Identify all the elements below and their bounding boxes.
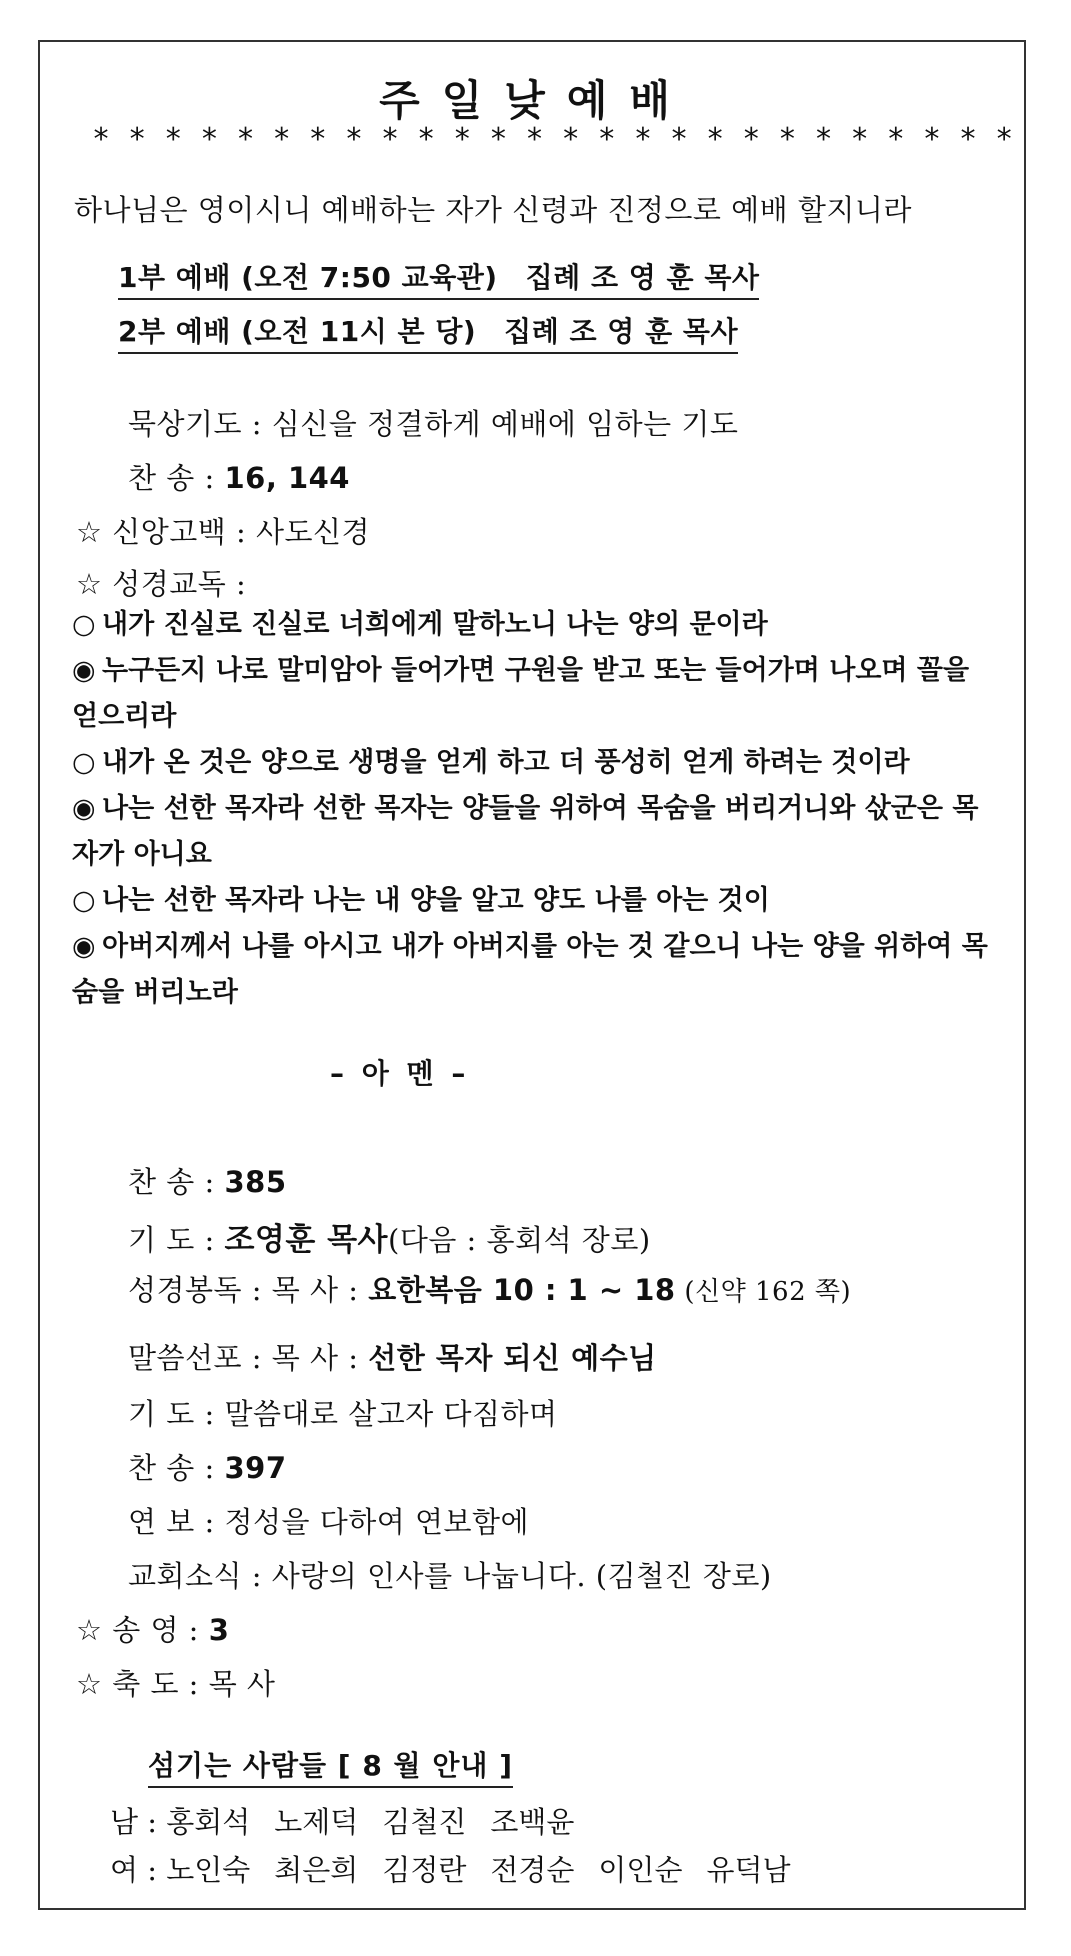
- service-part: 2부 예배 (오전 11시 본 당): [118, 315, 477, 348]
- order-value-bold: 16, 144: [224, 461, 350, 495]
- standing-star-icon: ☆: [76, 567, 103, 601]
- filled-circle-icon: ◉: [72, 655, 96, 686]
- order-value-bold: 선한 목자 되신 예수님: [368, 1341, 657, 1375]
- server-name: 이인순: [598, 1853, 683, 1887]
- order-item-sermon: [128, 1336, 657, 1377]
- order-item-scripture: [128, 1268, 851, 1309]
- order-value-prefix: 목 사 :: [271, 1273, 369, 1307]
- order-value: 사도신경: [256, 515, 371, 549]
- order-sep: :: [226, 515, 256, 549]
- order-label: 성경교독: [112, 567, 227, 601]
- order-label: 축 도: [112, 1667, 179, 1701]
- order-label: 말씀선포: [128, 1341, 243, 1375]
- order-value-bold: 조영훈 목사: [224, 1222, 388, 1258]
- order-sep: :: [194, 1223, 225, 1257]
- order-sep: :: [194, 1451, 225, 1485]
- order-sep: :: [194, 1505, 225, 1539]
- service-leader: 집례 조 영 훈 목사: [525, 261, 760, 294]
- order-value-bold: 385: [224, 1165, 287, 1199]
- order-item-prayer: [128, 1214, 651, 1259]
- order-sep: :: [242, 1273, 272, 1307]
- order-sep: :: [194, 461, 225, 495]
- service-second: [118, 310, 738, 354]
- server-name: 노제덕: [274, 1805, 359, 1839]
- reading-line: [72, 602, 1002, 648]
- order-value: 말씀대로 살고자 다짐하며: [224, 1397, 558, 1431]
- server-name: 조백윤: [490, 1805, 575, 1839]
- amen-text: – 아 멘 –: [330, 1057, 470, 1090]
- star-divider: * * * * * * * * * * * * * * * * * * * * * * * * * *: [92, 122, 1014, 157]
- order-label: 찬 송: [128, 461, 195, 495]
- order-value: 목 사: [208, 1667, 276, 1701]
- server-name: 김정란: [382, 1853, 467, 1887]
- order-sep: :: [178, 1613, 209, 1647]
- open-circle-icon: ○: [72, 609, 96, 640]
- reading-line: [72, 648, 1002, 740]
- order-label: 성경봉독: [128, 1273, 243, 1307]
- standing-star-icon: ☆: [76, 1613, 103, 1647]
- server-name: 김철진: [382, 1805, 467, 1839]
- order-value-bold: 3: [208, 1613, 230, 1647]
- filled-circle-icon: ◉: [72, 793, 96, 824]
- order-label: 기 도: [128, 1397, 195, 1431]
- order-item-silent-prayer: [128, 402, 738, 443]
- order-item-offering: [128, 1500, 529, 1541]
- server-name: 유덕남: [706, 1853, 791, 1887]
- order-label: 찬 송: [128, 1451, 195, 1485]
- order-sep: :: [242, 1341, 272, 1375]
- reading-text: 내가 진실로 진실로 너희에게 말하노니 나는 양의 문이라: [102, 609, 768, 640]
- servers-female: [110, 1848, 815, 1889]
- servers-male: [110, 1800, 598, 1841]
- server-name: 전경순: [490, 1853, 575, 1887]
- server-name: 노인숙: [166, 1853, 251, 1887]
- order-item-announcements: [128, 1554, 772, 1595]
- order-item-doxology: [76, 1608, 229, 1649]
- reading-text: 나는 선한 목자라 선한 목자는 양들을 위하여 목숨을 버리거니와 삯군은 목자가 아니요: [72, 793, 979, 870]
- server-name: 홍회석: [166, 1805, 251, 1839]
- service-leader: 집례 조 영 훈 목사: [504, 315, 739, 348]
- order-item-creed: [76, 510, 370, 551]
- order-label: 송 영: [112, 1613, 179, 1647]
- filled-circle-icon: ◉: [72, 931, 96, 962]
- reading-text: 내가 온 것은 양으로 생명을 얻게 하고 더 풍성히 얻게 하려는 것이라: [102, 747, 910, 778]
- page-title: 주일낮예배: [379, 76, 692, 125]
- responsive-reading: [72, 602, 1002, 1016]
- order-item-responsive-reading: [76, 562, 246, 603]
- order-value-prefix: 목 사 :: [271, 1341, 369, 1375]
- server-name: 최은희: [274, 1853, 359, 1887]
- service-first: [118, 256, 759, 300]
- order-sep: :: [226, 567, 247, 601]
- order-value: 심신을 정결하게 예배에 임하는 기도: [271, 407, 739, 441]
- open-circle-icon: ○: [72, 747, 96, 778]
- order-label: 묵상기도: [128, 407, 243, 441]
- order-value: 사랑의 인사를 나눕니다. (김철진 장로): [271, 1559, 772, 1593]
- order-label: 신앙고백: [112, 515, 227, 549]
- motto-verse: 하나님은 영이시니 예배하는 자가 신령과 진정으로 예배 할지니라: [74, 193, 912, 227]
- order-sep: :: [242, 1559, 272, 1593]
- order-value-bold: 397: [224, 1451, 287, 1485]
- order-value: 정성을 다하여 연보함에: [224, 1505, 530, 1539]
- order-item-hymn-2: [128, 1160, 287, 1201]
- servers-title: 섬기는 사람들 [ 8 월 안내 ]: [148, 1744, 513, 1788]
- order-label: 기 도: [128, 1223, 195, 1257]
- order-item-hymn-1: [128, 456, 350, 497]
- reading-line: [72, 740, 1002, 786]
- order-label: 연 보: [128, 1505, 195, 1539]
- order-value: (신약 162 쪽): [675, 1277, 852, 1307]
- female-label: 여 :: [110, 1853, 167, 1887]
- order-sep: :: [178, 1667, 209, 1701]
- reading-text: 나는 선한 목자라 나는 내 양을 알고 양도 나를 아는 것이: [102, 885, 770, 916]
- order-item-response-prayer: [128, 1392, 558, 1433]
- reading-line: [72, 786, 1002, 878]
- order-label: 찬 송: [128, 1165, 195, 1199]
- reading-line: [72, 924, 1002, 1016]
- order-label: 교회소식: [128, 1559, 243, 1593]
- standing-star-icon: ☆: [76, 1667, 103, 1701]
- order-sep: :: [194, 1165, 225, 1199]
- standing-star-icon: ☆: [76, 515, 103, 549]
- order-value-bold: 요한복음 10 : 1 ~ 18: [368, 1273, 676, 1307]
- order-item-benediction: [76, 1662, 275, 1703]
- order-sep: :: [242, 407, 272, 441]
- order-item-hymn-3: [128, 1446, 287, 1487]
- order-sep: :: [194, 1397, 225, 1431]
- reading-text: 아버지께서 나를 아시고 내가 아버지를 아는 것 같으니 나는 양을 위하여 목숨을 버리노라: [72, 931, 988, 1008]
- open-circle-icon: ○: [72, 885, 96, 916]
- male-label: 남 :: [110, 1805, 167, 1839]
- reading-text: 누구든지 나로 말미암아 들어가면 구원을 받고 또는 들어가며 나오며 꼴을 얻으리라: [72, 655, 970, 732]
- service-part: 1부 예배 (오전 7:50 교육관): [118, 261, 498, 294]
- order-value: (다음 : 홍회석 장로): [388, 1223, 651, 1257]
- reading-line: [72, 878, 1002, 924]
